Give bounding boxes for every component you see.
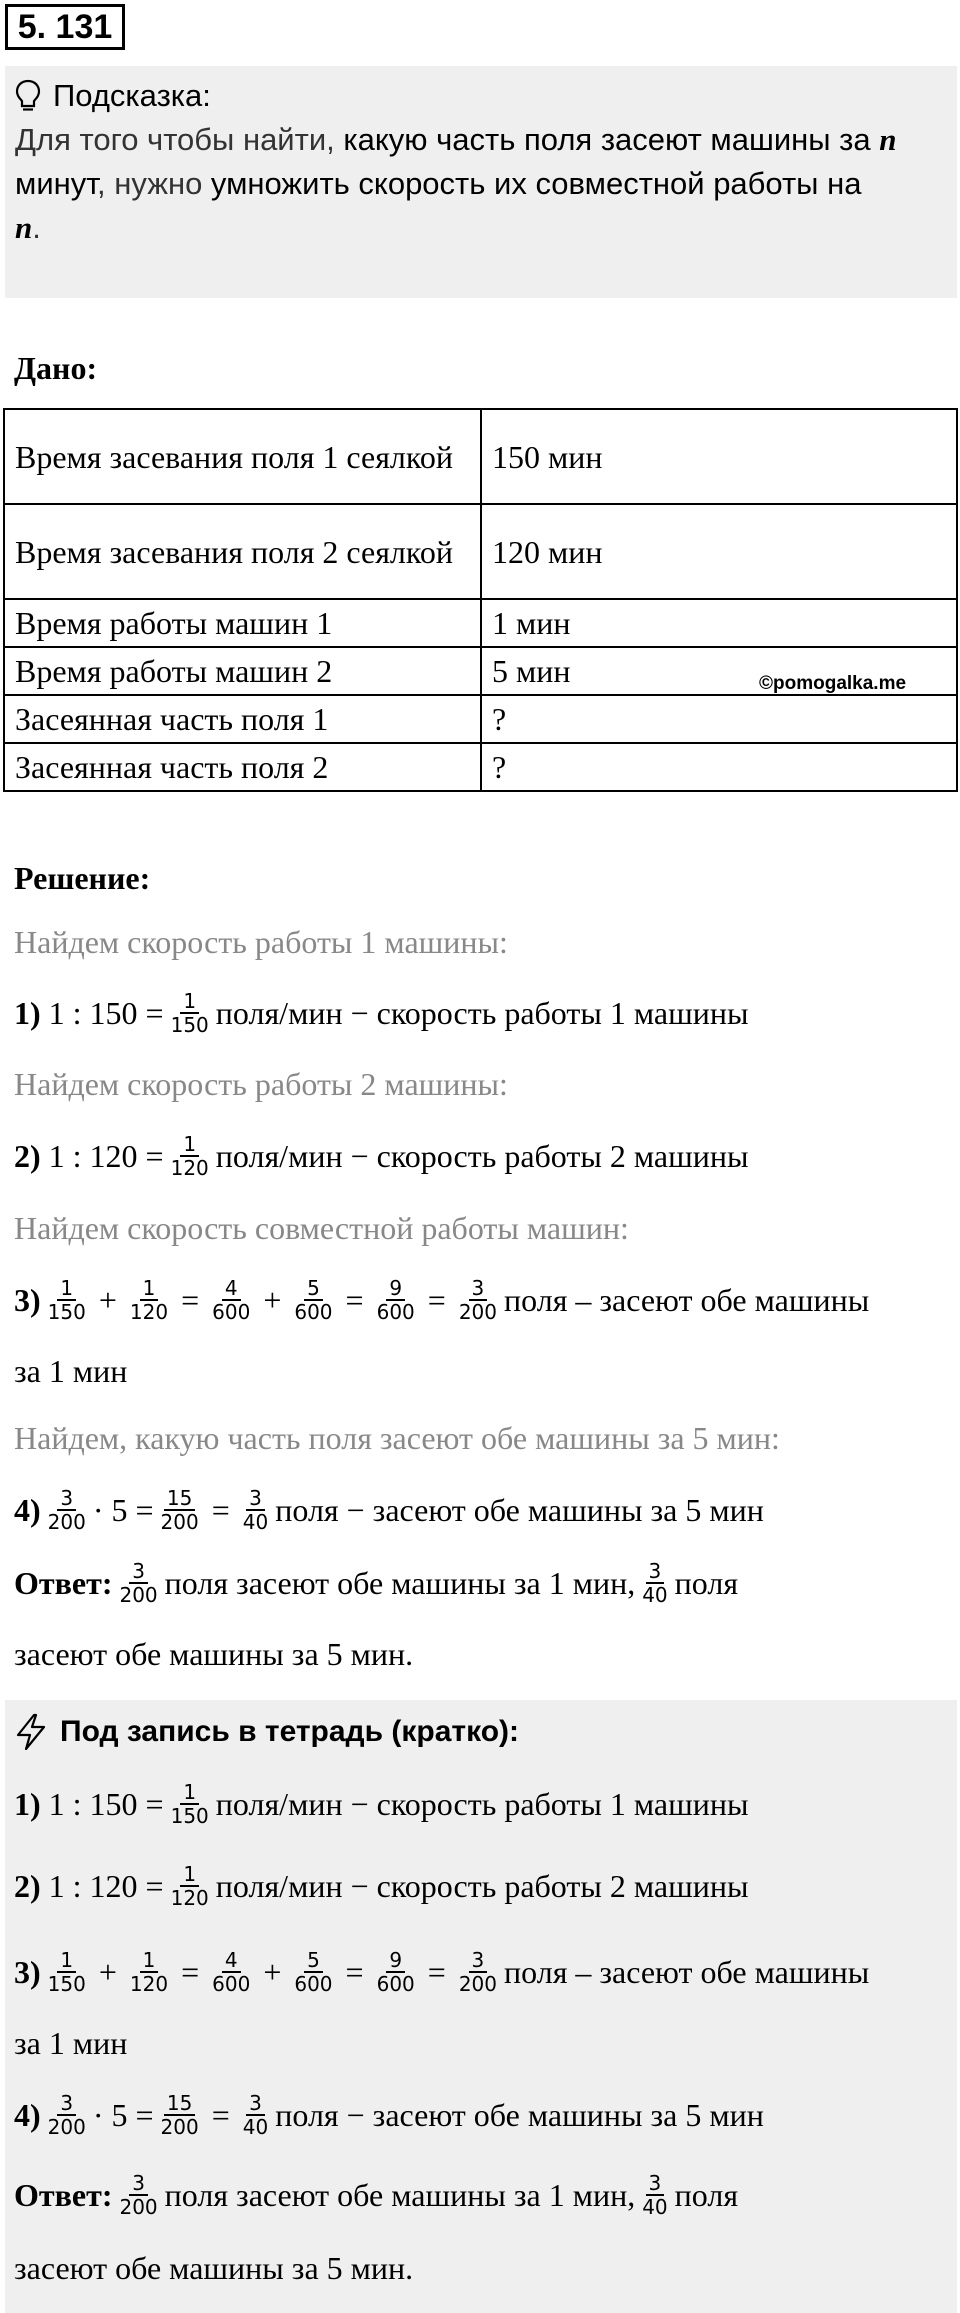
given-value: 120 мин xyxy=(481,504,957,599)
watermark: ©pomogalka.me xyxy=(759,673,907,694)
fraction: $\frac{9}{600}$ xyxy=(376,1948,415,1996)
short-step-3: 3) $\frac{1}{150}$ + $\frac{1}{120}$ = $\frac{4}{600}$ + $\frac{5}{600}$ = $\frac{9}{600}$ = $\frac{3}{200}$ поля – засеют обе машины xyxy=(14,1948,870,1996)
fraction: $\frac{3}{200}$ xyxy=(119,1559,158,1607)
fraction: $\frac{1}{120}$ xyxy=(129,1948,169,1996)
solution-step-2: 2) 1 : 120 = $\frac{1}{120}$ поля/мин − скорость работы 2 машины xyxy=(14,1132,749,1180)
given-value: ? xyxy=(481,743,957,791)
fraction: $\frac{1}{120}$ xyxy=(170,1862,209,1910)
given-value: ? xyxy=(481,695,957,743)
given-label: Время засевания поля 1 сеялкой xyxy=(4,409,481,504)
given-label: Время засевания поля 2 сеялкой xyxy=(4,504,481,599)
fraction: $\frac{15}{200}$ xyxy=(160,1486,199,1534)
table-row xyxy=(4,599,957,647)
short-answer-line: Ответ: $\frac{3}{200}$ поля засеют обе машины за 1 мин, $\frac{3}{40}$ поля xyxy=(14,2171,739,2219)
solution-step-3-cont: за 1 мин xyxy=(14,1352,128,1389)
fraction: $\frac{3}{200}$ xyxy=(458,1276,498,1324)
fraction: $\frac{3}{200}$ xyxy=(458,1948,498,1996)
lightbulb-icon xyxy=(15,79,41,113)
given-label: Время работы машин 1 xyxy=(4,599,481,647)
table-row xyxy=(4,504,957,599)
fraction: $\frac{1}{150}$ xyxy=(170,1780,209,1828)
table-row xyxy=(4,743,957,791)
hint-header xyxy=(15,74,947,118)
fraction: $\frac{3}{40}$ xyxy=(242,1486,269,1534)
solution-heading: Решение: xyxy=(14,860,151,896)
fraction: $\frac{3}{40}$ xyxy=(642,1559,668,1607)
given-value: 150 мин xyxy=(481,409,957,504)
given-value: 5 мин xyxy=(481,647,957,695)
solution-step-4: 4) $\frac{3}{200}$ · 5 = $\frac{15}{200}$ = $\frac{3}{40}$ поля − засеют обе машины за 5 мин xyxy=(14,1486,764,1534)
fraction: $\frac{1}{150}$ xyxy=(47,1948,86,1996)
short-step-3-cont: за 1 мин xyxy=(14,2024,128,2061)
fraction: $\frac{15}{200}$ xyxy=(160,2091,199,2139)
answer-line-cont: засеют обе машины за 5 мин. xyxy=(14,1635,414,1672)
hint-title: Подсказка: xyxy=(53,78,211,113)
solution-note-2: Найдем скорость работы 2 машины: xyxy=(14,1065,508,1102)
short-record-header: Под запись в тетрадь (кратко): xyxy=(14,1708,519,1756)
fraction: $\frac{1}{120}$ xyxy=(129,1276,169,1324)
given-heading: Дано: xyxy=(14,350,98,386)
table-row xyxy=(4,409,957,504)
short-answer-line-cont: засеют обе машины за 5 мин. xyxy=(14,2249,414,2286)
solution-note-3: Найдем скорость совместной работы машин: xyxy=(14,1209,629,1246)
short-step-4: 4) $\frac{3}{200}$ · 5 = $\frac{15}{200}$ = $\frac{3}{40}$ поля − засеют обе машины за 5 мин xyxy=(14,2091,764,2139)
given-value: 1 мин xyxy=(481,599,957,647)
table-row xyxy=(4,695,957,743)
answer-line: Ответ: $\frac{3}{200}$ поля засеют обе машины за 1 мин, $\frac{3}{40}$ поля xyxy=(14,1559,739,1607)
short-step-1: 1) 1 : 150 = $\frac{1}{150}$ поля/мин − скорость работы 1 машины xyxy=(14,1780,749,1828)
solution-step-3: 3) $\frac{1}{150}$ + $\frac{1}{120}$ = $\frac{4}{600}$ + $\frac{5}{600}$ = $\frac{9}{600}$ = $\frac{3}{200}$ поля – засеют обе машины xyxy=(14,1276,870,1324)
fraction: $\frac{1}{150}$ xyxy=(170,989,209,1037)
fraction: $\frac{3}{200}$ xyxy=(47,2091,86,2139)
fraction: $\frac{9}{600}$ xyxy=(376,1276,415,1324)
fraction: $\frac{1}{150}$ xyxy=(47,1276,86,1324)
fraction: $\frac{5}{600}$ xyxy=(294,1276,333,1324)
fraction: $\frac{3}{40}$ xyxy=(242,2091,269,2139)
fraction: $\frac{3}{200}$ xyxy=(47,1486,86,1534)
fraction: $\frac{3}{40}$ xyxy=(642,2171,668,2219)
fraction: $\frac{4}{600}$ xyxy=(212,1948,251,1996)
fraction: $\frac{1}{120}$ xyxy=(170,1132,209,1180)
given-label: Время работы машин 2 xyxy=(4,647,481,695)
lightning-icon xyxy=(14,1713,48,1751)
solution-step-1: 1) 1 : 150 = $\frac{1}{150}$ поля/мин − скорость работы 1 машины xyxy=(14,989,749,1037)
given-label: Засеянная часть поля 1 xyxy=(4,695,481,743)
given-table xyxy=(3,408,958,792)
given-label: Засеянная часть поля 2 xyxy=(4,743,481,791)
fraction: $\frac{4}{600}$ xyxy=(212,1276,251,1324)
fraction: $\frac{3}{200}$ xyxy=(119,2171,158,2219)
hint-text: Для того чтобы найти, какую часть поля засеют машины за n минут, нужно умножить скорость их совместной работы на n. xyxy=(15,122,897,245)
solution-note-4: Найдем, какую часть поля засеют обе машины за 5 мин: xyxy=(14,1419,780,1456)
fraction: $\frac{5}{600}$ xyxy=(294,1948,333,1996)
hint-box xyxy=(5,66,957,298)
short-step-2: 2) 1 : 120 = $\frac{1}{120}$ поля/мин − скорость работы 2 машины xyxy=(14,1862,749,1910)
solution-note-1: Найдем скорость работы 1 машины: xyxy=(14,923,508,960)
problem-number: 5. 131 xyxy=(5,4,125,50)
